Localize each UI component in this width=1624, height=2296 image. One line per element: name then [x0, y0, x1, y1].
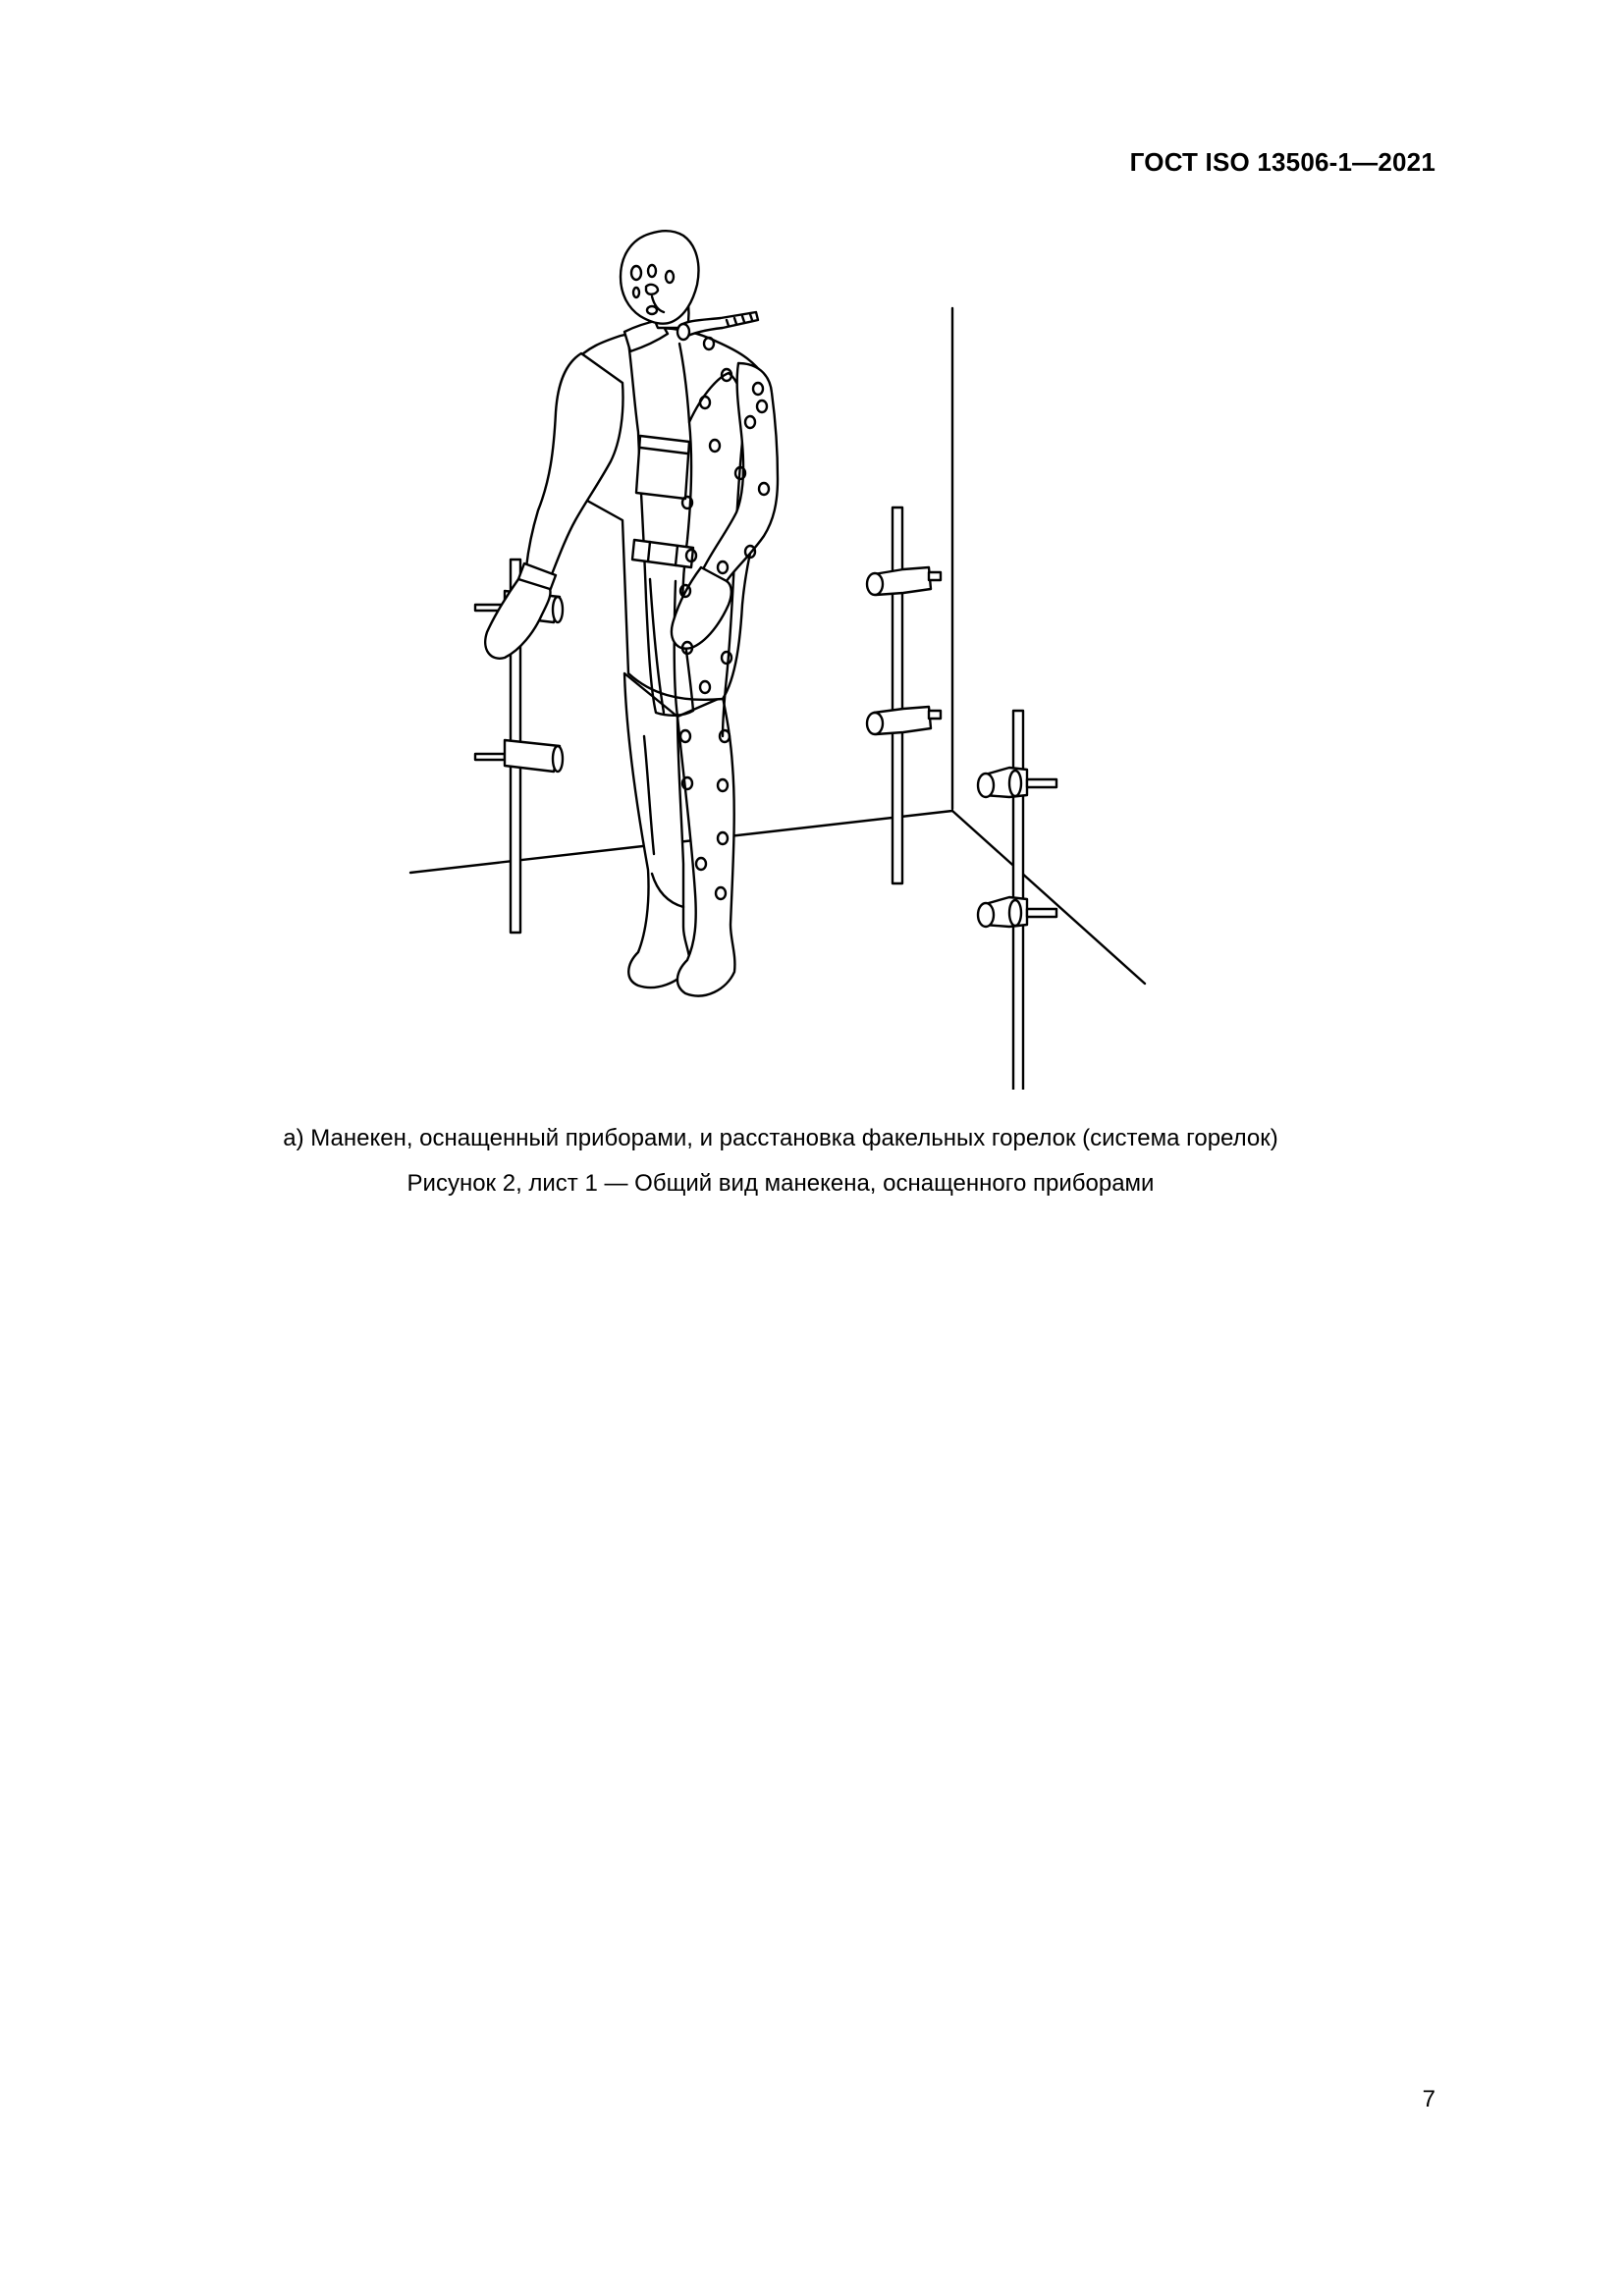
burner-stand-middle [867, 507, 941, 883]
floor-right-line [952, 811, 1145, 984]
manikin-left-hand [485, 579, 550, 659]
manikin-illustration [393, 226, 1178, 1090]
document-code: ГОСТ ISO 13506-1—2021 [1129, 147, 1435, 177]
coverall-pocket [636, 436, 689, 499]
figure-subcaption: а) Манекен, оснащенный приборами, и расстановка факельных горелок (система горелок) [283, 1125, 1278, 1151]
burner-stand-right [978, 711, 1056, 1090]
figure-caption: Рисунок 2, лист 1 — Общий вид манекена, оснащенного приборами [406, 1170, 1155, 1197]
manikin-figure [393, 226, 1178, 1090]
manikin-body [485, 231, 778, 995]
sensor-cable [679, 312, 758, 338]
page-number: 7 [1422, 2086, 1435, 2112]
manikin-left-arm [526, 353, 623, 579]
